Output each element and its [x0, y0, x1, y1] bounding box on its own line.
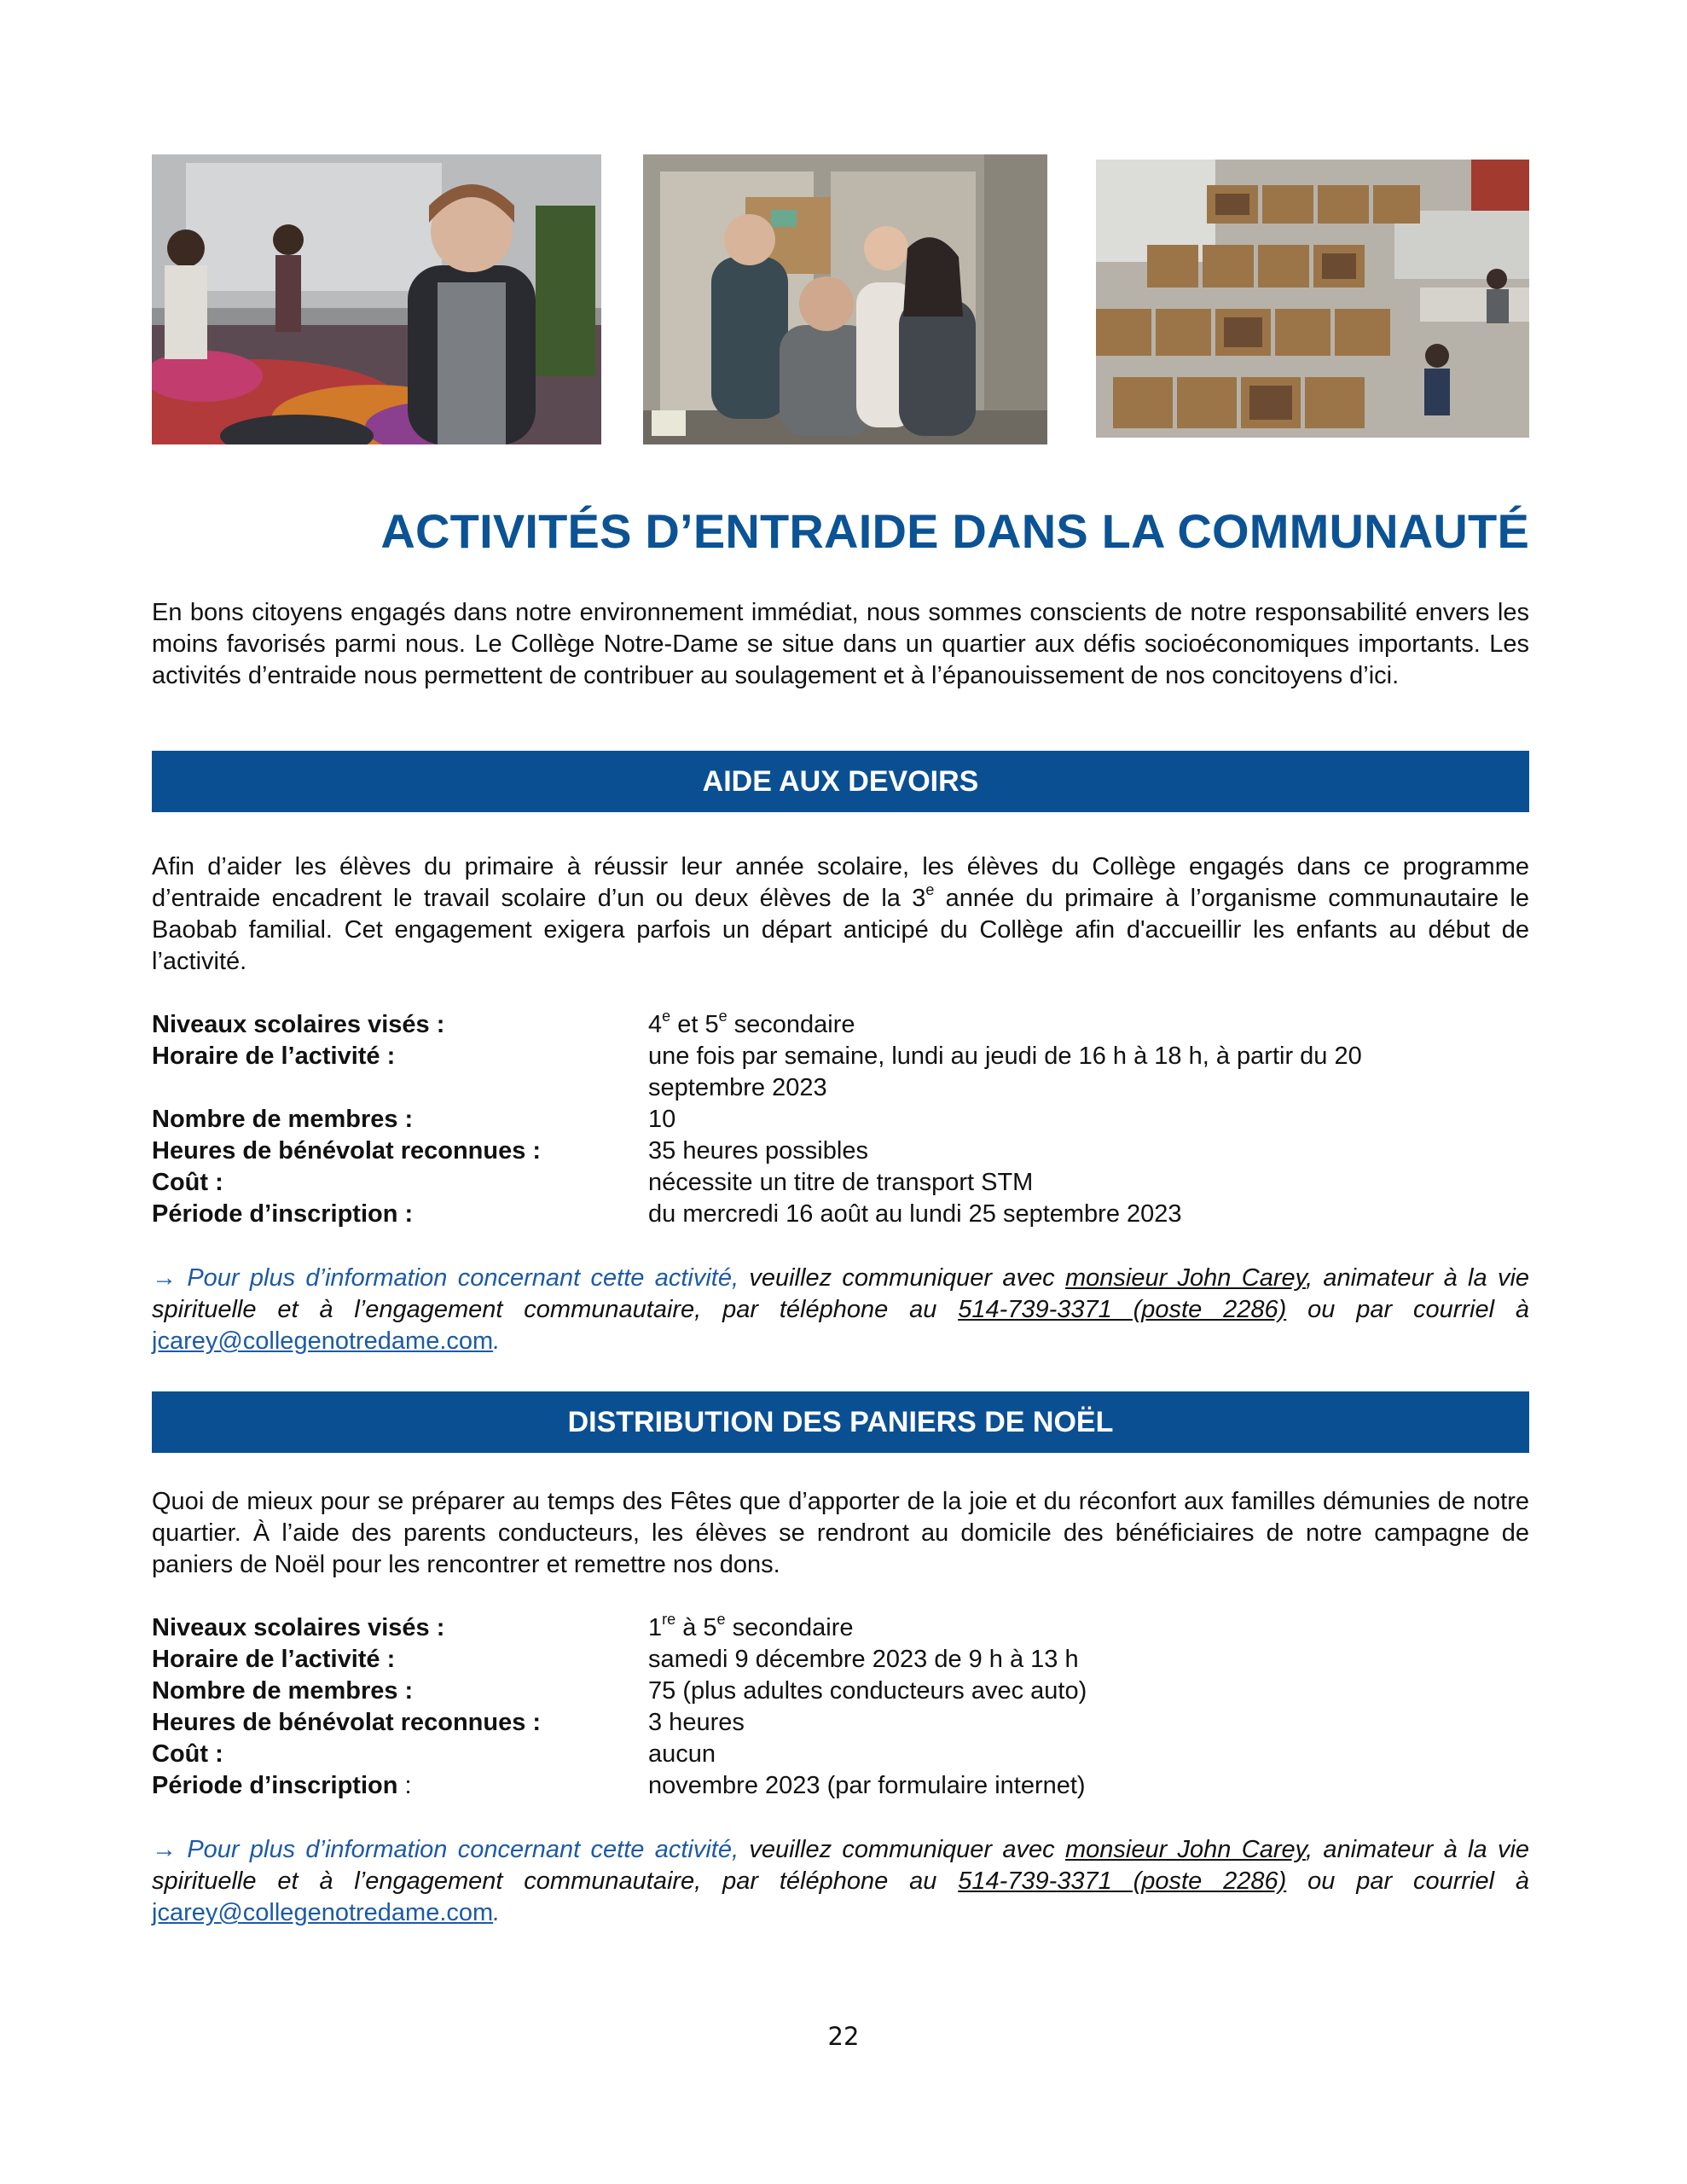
details-row [152, 1199, 1433, 1230]
details-label: Coût : [152, 1169, 223, 1196]
details-row [152, 1167, 1433, 1199]
details-value: 10 [648, 1106, 676, 1133]
details-value: aucun [648, 1740, 716, 1768]
section-heading-aide-aux-devoirs: AIDE AUX DEVOIRS [152, 751, 1529, 812]
details-value: 35 heures possibles [648, 1137, 868, 1165]
details-value: 1re à 5e secondaire [648, 1611, 854, 1641]
details-label: Heures de bénévolat reconnues : [152, 1137, 542, 1165]
details-row [152, 1707, 1087, 1739]
details-row [152, 1136, 1433, 1167]
details-label: Heures de bénévolat reconnues : [152, 1709, 542, 1736]
intro-block [152, 597, 1529, 692]
details-value: novembre 2023 (par formulaire internet) [648, 1772, 1086, 1799]
details-value: 3 heures [648, 1709, 745, 1736]
details-label: Niveaux scolaires visés : [152, 1614, 445, 1641]
section-aide-aux-devoirs [152, 851, 1529, 1382]
details-row [152, 1644, 1087, 1676]
photo-students-carrying-boxes [643, 154, 1047, 444]
details-label: Période d’inscription : [152, 1200, 414, 1228]
details-value: du mercredi 16 août au lundi 25 septembre 2023 [648, 1200, 1182, 1228]
contact-phone[interactable]: 514-739-3371 (poste 2286) [958, 1296, 1287, 1323]
details-label: Nombre de membres : [152, 1106, 414, 1133]
contact-phone[interactable]: 514-739-3371 (poste 2286) [958, 1867, 1287, 1895]
details-row [152, 1104, 1433, 1136]
details-row [152, 1770, 1087, 1802]
details-label: Nombre de membres : [152, 1677, 414, 1705]
section2-description: Quoi de mieux pour se préparer au temps des Fêtes que d’apporter de la joie et du réconfort aux familles démunies de notre quartier. À l’aide des parents conducteurs, les élèves se rendront au domicile des bénéficiaires de notre campagne de paniers de Noël pour les rencontrer et remettre nos dons. [152, 1488, 1529, 1578]
details-row [152, 1612, 1087, 1644]
page-number: 22 [827, 2022, 860, 2051]
contact-person: monsieur John Carey [1064, 1836, 1306, 1863]
section-paniers-de-noel [152, 1486, 1529, 1954]
section2-contact-info: → Pour plus d’information concernant cette activité, veuillez communiquer avec monsieur John Carey, animateur à la vie spirituelle et à l’engagement communautaire, par téléphone au 514-739-3371 (poste 2286) ou par courriel à jcarey@collegenotredame.com. [152, 1836, 1530, 1926]
info-lead: → Pour plus d’information concernant cette activité, [152, 1264, 739, 1292]
section-heading-paniers-de-noel: DISTRIBUTION DES PANIERS DE NOËL [152, 1391, 1529, 1453]
info-lead: → Pour plus d’information concernant cette activité, [152, 1836, 739, 1863]
section1-contact-info: → Pour plus d’information concernant cette activité, veuillez communiquer avec monsieur John Carey, animateur à la vie spirituelle et à l’engagement communautaire, par téléphone au 514-739-3371 (poste 2286) ou par courriel à jcarey@collegenotredame.com. [152, 1264, 1530, 1355]
details-row [152, 1041, 1433, 1104]
details-row [152, 1676, 1087, 1707]
details-label: Coût : [152, 1740, 223, 1768]
details-row [152, 1009, 1433, 1041]
photo-strip [0, 0, 1687, 461]
details-label: Période d’inscription : [152, 1772, 412, 1799]
details-value: nécessite un titre de transport STM [648, 1169, 1034, 1196]
section1-description: Afin d’aider les élèves du primaire à réussir leur année scolaire, les élèves du Collège engagés dans ce programme d’entraide encadrent le travail scolaire d’un ou deux élèves de la 3e année du primaire à l’organisme communautaire le Baobab familial. Cet engagement exigera parfois un départ anticipé du Collège afin d'accueillir les enfants au début de l’activité. [152, 853, 1529, 975]
details-value: samedi 9 décembre 2023 de 9 h à 13 h [648, 1646, 1079, 1673]
details-value: 4e et 5e secondaire [648, 1008, 855, 1038]
details-label: Horaire de l’activité : [152, 1043, 396, 1070]
details-value: 75 (plus adultes conducteurs avec auto) [648, 1677, 1087, 1705]
details-value: une fois par semaine, lundi au jeudi de 16 h à 18 h, à partir du 20 septembre 2023 [648, 1043, 1362, 1101]
contact-email-link[interactable]: jcarey@collegenotredame.com [152, 1899, 494, 1926]
page-title: ACTIVITÉS D’ENTRAIDE DANS LA COMMUNAUTÉ [380, 504, 1529, 558]
details-label: Niveaux scolaires visés : [152, 1011, 445, 1038]
photo-clothing-table [152, 154, 601, 444]
details-row [152, 1739, 1087, 1770]
section2-details-table [152, 1612, 1087, 1802]
photo-donation-boxes-room [1096, 160, 1529, 438]
intro-paragraph: En bons citoyens engagés dans notre environnement immédiat, nous sommes conscients de notre responsabilité envers les moins favorisés parmi nous. Le Collège Notre-Dame se situe dans un quartier aux défis socioéconomiques importants. Les activités d’entraide nous permettent de contribuer au soulagement et à l’épanouissement de nos concitoyens d’ici. [152, 599, 1529, 689]
contact-email-link[interactable]: jcarey@collegenotredame.com [152, 1327, 494, 1355]
section1-details-table [152, 1009, 1433, 1230]
details-label: Horaire de l’activité : [152, 1646, 396, 1673]
contact-person: monsieur John Carey [1064, 1264, 1306, 1292]
